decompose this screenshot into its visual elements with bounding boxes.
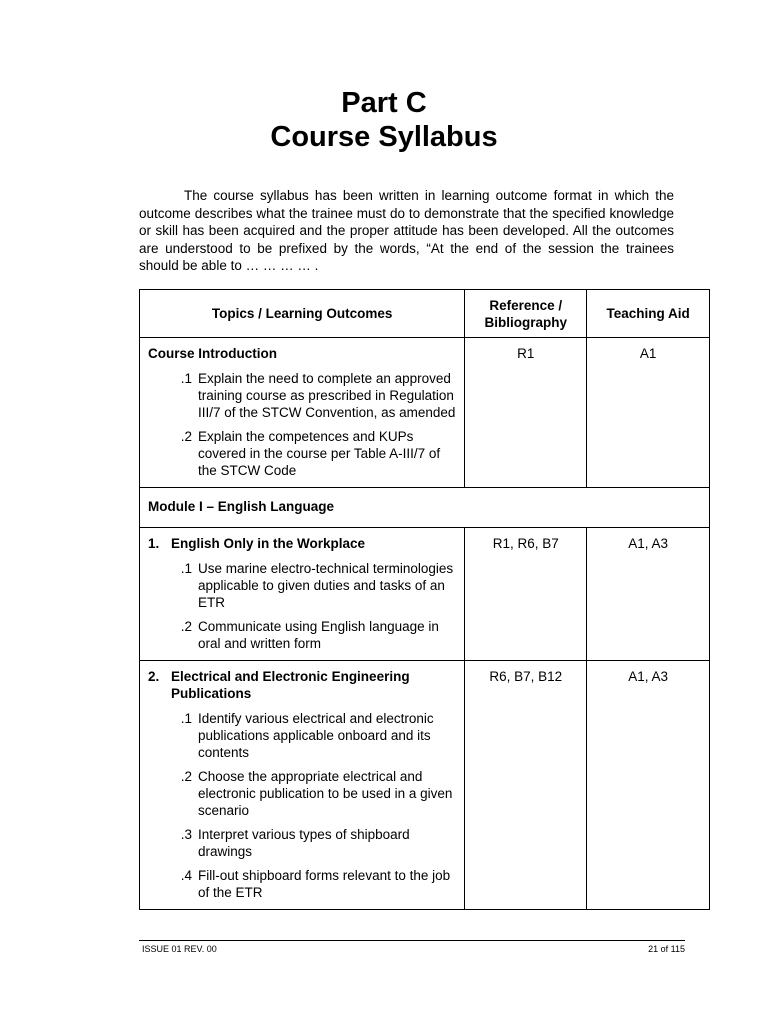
teaching-aid-cell: A1, A3 (587, 528, 710, 661)
outcome-item (148, 618, 456, 652)
table-row (140, 338, 710, 488)
reference-cell: R1 (465, 338, 587, 488)
header-topics: Topics / Learning Outcomes (140, 290, 465, 338)
outcome-item (148, 768, 456, 819)
outcome-list (148, 560, 456, 652)
topic-title: 1. English Only in the Workplace (148, 536, 366, 551)
header-reference: Reference / Bibliography (465, 290, 587, 338)
teaching-aid-cell: A1, A3 (587, 661, 710, 910)
outcome-number: .2 (180, 429, 192, 444)
syllabus-table (139, 289, 710, 910)
outcome-list (148, 710, 456, 901)
topic-cell (140, 661, 465, 910)
outcome-item (148, 428, 456, 479)
reference-cell: R1, R6, B7 (465, 528, 587, 661)
intro-paragraph (139, 187, 674, 275)
module-row (140, 488, 710, 528)
outcome-list (148, 370, 456, 479)
outcome-text: Fill-out shipboard forms relevant to the job of the ETR (198, 868, 451, 900)
table-row (140, 528, 710, 661)
intro-text: The course syllabus has been written in learning outcome format in which the outcome describes what the trainee must do to demonstrate that the specified knowledge or skill has been acquired and the proper attitude has been developed. All the outcomes are understood to be prefixed by the words, “At the end of the session the trainees should be able to … … … … . (139, 188, 674, 273)
outcome-item (148, 370, 456, 421)
outcome-item (148, 826, 456, 860)
outcome-item (148, 710, 456, 761)
outcome-text: Explain the competences and KUPs covered in the course per Table A-III/7 of the STCW Code (198, 429, 441, 478)
outcome-number: .1 (180, 561, 192, 576)
outcome-text: Explain the need to complete an approved training course as prescribed in Regulation III/7 of the STCW Convention, as amended (198, 371, 456, 420)
outcome-text: Identify various electrical and electronic publications applicable onboard and its contents (198, 711, 434, 760)
page-footer (139, 940, 685, 954)
module-title: Module I – English Language (140, 488, 710, 528)
table-header-row (140, 290, 710, 338)
outcome-text: Use marine electro-technical terminologies applicable to given duties and tasks of an ETR (198, 561, 454, 610)
part-label: Part C (341, 87, 427, 119)
outcome-text: Choose the appropriate electrical and electronic publication to be used in a given scenario (198, 769, 453, 818)
outcome-text: Communicate using English language in oral and written form (198, 619, 439, 651)
topic-title: Course Introduction (148, 346, 277, 361)
outcome-text: Interpret various types of shipboard drawings (198, 827, 410, 859)
teaching-aid-cell: A1 (587, 338, 710, 488)
table-row (140, 661, 710, 910)
outcome-number: .1 (180, 711, 192, 726)
outcome-number: .2 (180, 769, 192, 784)
page-number: 21 of 115 (648, 944, 685, 954)
outcome-item (148, 560, 456, 611)
outcome-number: .4 (180, 868, 192, 883)
page-heading (0, 86, 768, 154)
reference-cell: R6, B7, B12 (465, 661, 587, 910)
topic-title: 2. Electrical and Electronic Engineering Publications (148, 669, 410, 701)
topic-cell (140, 528, 465, 661)
header-teaching-aid: Teaching Aid (587, 290, 710, 338)
outcome-number: .2 (180, 619, 192, 634)
issue-revision: ISSUE 01 REV. 00 (142, 944, 217, 954)
outcome-item (148, 867, 456, 901)
outcome-number: .1 (180, 371, 192, 386)
outcome-number: .3 (180, 827, 192, 842)
page-title: Course Syllabus (270, 121, 498, 153)
topic-cell (140, 338, 465, 488)
